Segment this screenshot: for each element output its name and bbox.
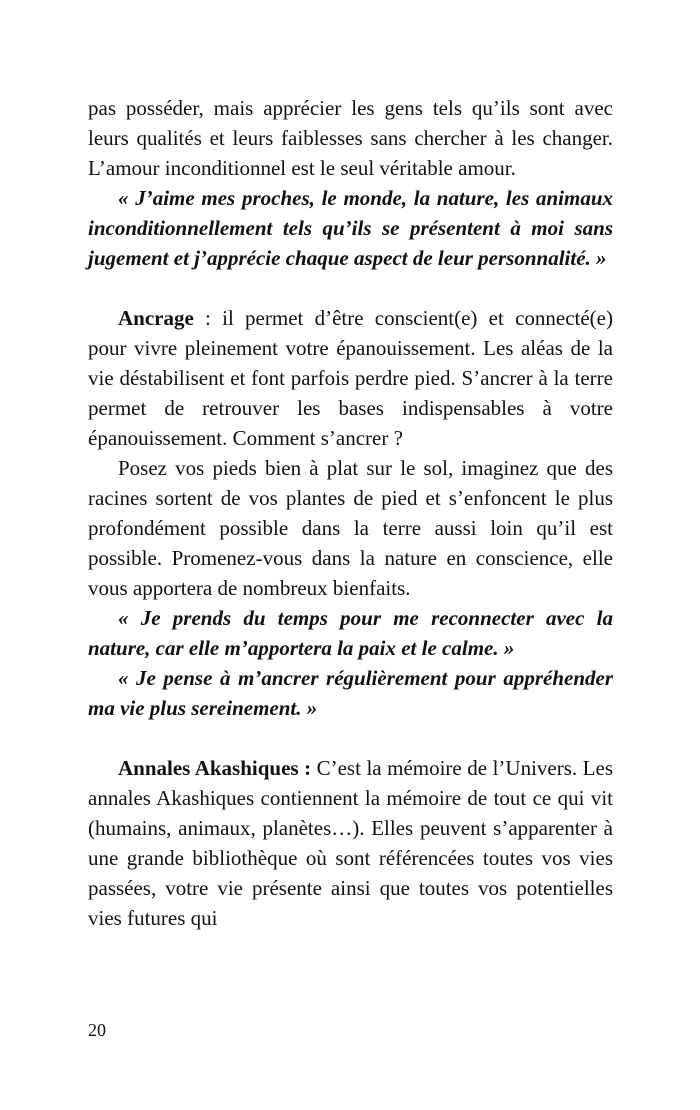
affirmation-ancrage: « Je pense à m’ancrer régulièrement pour appréhender ma vie plus sereinement. » <box>88 666 613 720</box>
paragraph-gap <box>88 273 613 303</box>
paragraph-gap <box>88 723 613 753</box>
page-number: 20 <box>88 1020 106 1040</box>
paragraph-amour: pas posséder, mais apprécier les gens tels qu’ils sont avec leurs qualités et leurs faiblesses sans chercher à les changer. L’amour inconditionnel est le seul véritable amour. <box>88 96 613 180</box>
paragraph-pieds: Posez vos pieds bien à plat sur le sol, imaginez que des racines sortent de vos plantes de pied et s’enfoncent le plus profondément possible dans la terre aussi loin qu’il est possible. Promenez-vous dans la nature en conscience, elle vous apportera de nombreux bienfaits. <box>88 456 613 600</box>
paragraph-ancrage <box>88 303 613 453</box>
affirmation-nature: « Je prends du temps pour me reconnecter avec la nature, car elle m’apportera la paix et le calme. » <box>88 606 613 660</box>
affirmation-amour: « J’aime mes proches, le monde, la nature, les animaux inconditionnellement tels qu’ils se présentent à moi sans jugement et j’apprécie chaque aspect de leur personnalité. » <box>88 186 613 270</box>
definition-ancrage: : il permet d’être conscient(e) et connecté(e) pour vivre pleinement votre épanouissement. Les aléas de la vie déstabilisent et font parfois perdre pied. S’ancrer à la terre permet de retrouver les bases indispensables à votre épanouissement. Comment s’ancrer ? <box>88 306 613 450</box>
paragraph-annales <box>88 753 613 933</box>
page-body <box>88 93 613 933</box>
definition-annales-akashiques: C’est la mémoire de l’Univers. Les annales Akashiques contiennent la mémoire de tout ce qui vit (humains, animaux, planètes…). Elles peuvent s’apparenter à une grande bibliothèque où sont référencées toutes vos vies passées, votre vie présente ainsi que toutes vos potentielles vies futures qui <box>88 756 613 930</box>
term-ancrage: Ancrage <box>118 306 194 330</box>
term-annales-akashiques: Annales Akashiques : <box>118 756 312 780</box>
